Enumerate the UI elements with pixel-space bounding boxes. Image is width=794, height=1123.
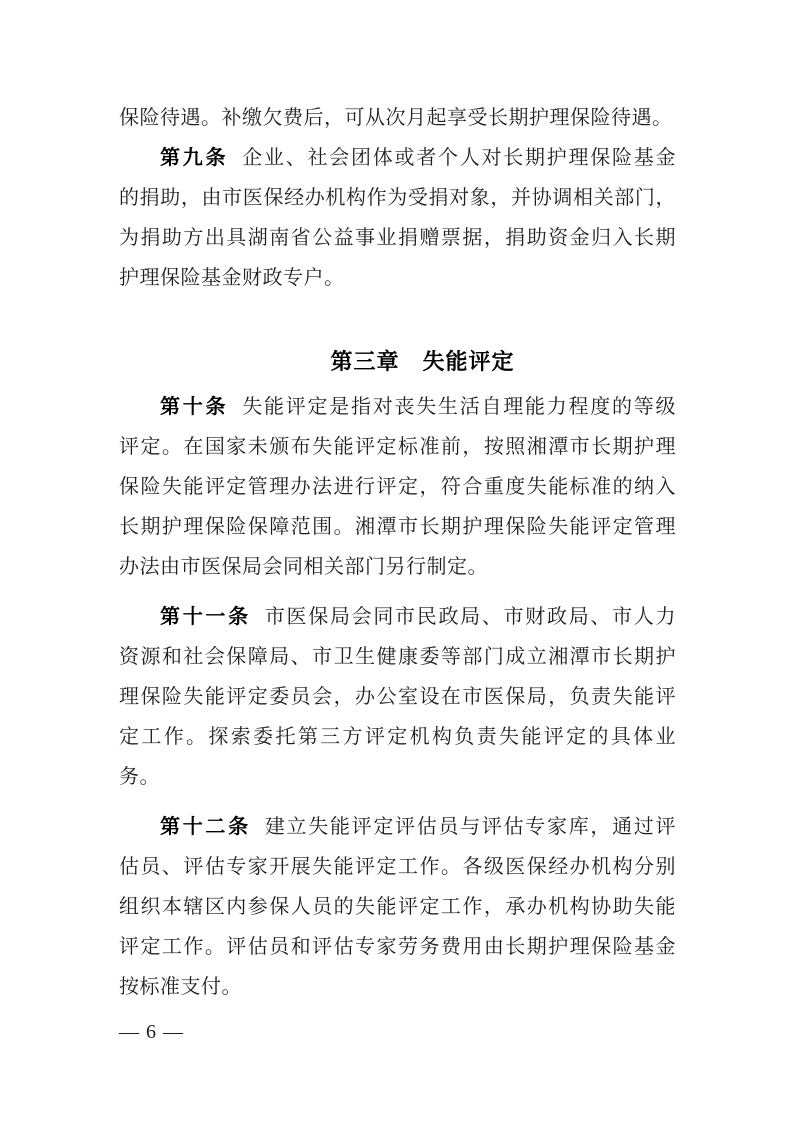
paragraph-article-11 bbox=[119, 597, 676, 797]
article-11-first-line-text: 市医保局会同市民政局、市财政局、市人力 bbox=[264, 606, 677, 628]
article-10-lead: 第十条 bbox=[160, 396, 229, 418]
article-9-first-line-text: 企业、社会团体或者个人对长期护理保险基金 bbox=[242, 147, 676, 169]
article-12-lead: 第十二条 bbox=[160, 816, 251, 838]
text-line bbox=[119, 807, 676, 847]
text-line: 组织本辖区内参保人员的失能评定工作，承办机构协助失能 bbox=[119, 896, 676, 918]
text-line: 评定工作。评估员和评估专家劳务费用由长期护理保险基金 bbox=[119, 936, 676, 958]
paragraph-article-12 bbox=[119, 807, 676, 1007]
text-line bbox=[119, 138, 676, 178]
text-line: 保险失能评定管理办法进行评定，符合重度失能标准的纳入 bbox=[119, 476, 676, 498]
body-text bbox=[119, 98, 676, 1007]
article-9-lead: 第九条 bbox=[160, 147, 229, 169]
text-line bbox=[119, 387, 676, 427]
article-12-first-line-text: 建立失能评定评估员与评估专家库，通过评 bbox=[264, 816, 677, 838]
text-line: 的捐助，由市医保经办机构作为受捐对象，并协调相关部门， bbox=[119, 187, 676, 209]
article-11-lead: 第十一条 bbox=[160, 606, 251, 628]
text-line: 护理保险基金财政专户。 bbox=[119, 267, 345, 289]
paragraph-article-10 bbox=[119, 387, 676, 587]
text-line: 按标准支付。 bbox=[119, 976, 242, 998]
text-line: 保险待遇。补缴欠费后，可从次月起享受长期护理保险待遇。 bbox=[119, 107, 673, 129]
page-number: — 6 — bbox=[119, 1021, 184, 1043]
text-line: 评定。在国家未颁布失能评定标准前，按照湘潭市长期护理 bbox=[119, 436, 676, 458]
text-line: 务。 bbox=[119, 766, 160, 788]
paragraph-continuation bbox=[119, 98, 676, 138]
text-line bbox=[119, 597, 676, 637]
text-line: 长期护理保险保障范围。湘潭市长期护理保险失能评定管理 bbox=[119, 516, 676, 538]
chapter-heading: 第三章 失能评定 bbox=[330, 349, 515, 374]
text-line: 估员、评估专家开展失能评定工作。各级医保经办机构分别 bbox=[119, 856, 676, 878]
text-line: 办法由市医保局会同相关部门另行制定。 bbox=[119, 556, 488, 578]
text-line: 定工作。探索委托第三方评定机构负责失能评定的具体业 bbox=[119, 726, 676, 748]
text-line: 理保险失能评定委员会，办公室设在市医保局，负责失能评 bbox=[119, 686, 676, 708]
text-line: 资源和社会保障局、市卫生健康委等部门成立湘潭市长期护 bbox=[119, 646, 676, 668]
text-line: 为捐助方出具湖南省公益事业捐赠票据，捐助资金归入长期 bbox=[119, 227, 676, 249]
paragraph-article-9 bbox=[119, 138, 676, 298]
article-10-first-line-text: 失能评定是指对丧失生活自理能力程度的等级 bbox=[242, 396, 676, 418]
